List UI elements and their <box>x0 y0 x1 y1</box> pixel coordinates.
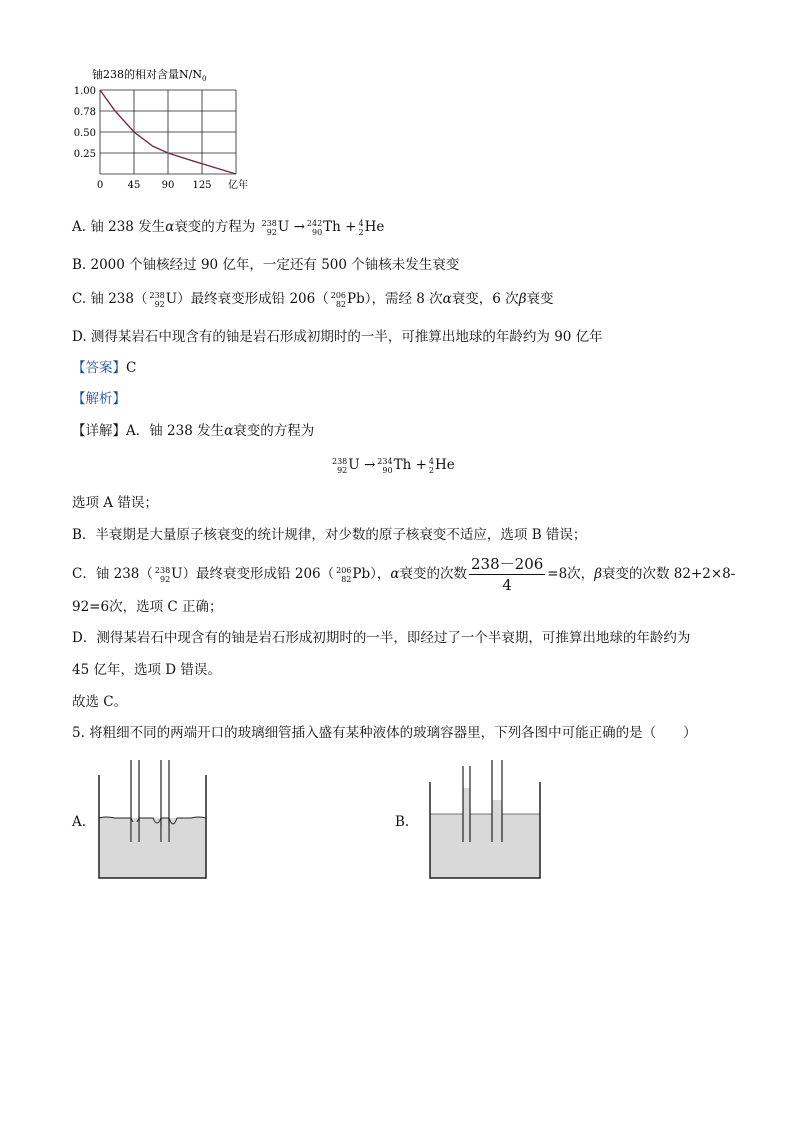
pb-nuclide-indices: 206 82 <box>336 565 352 584</box>
liquid-body <box>430 814 540 878</box>
detail-b: B．半衰期是大量原子核衰变的统计规律，对少数的原子核衰变不适应，选项 B 错误； <box>72 527 587 543</box>
pb-symbol: Pb <box>347 291 365 307</box>
he-nuclide-indices: 4 2 <box>428 456 434 475</box>
x-tick-label: 125 <box>192 180 212 191</box>
tube-wide-liquid <box>132 822 139 842</box>
pb-symbol: Pb <box>352 566 371 582</box>
fraction-numerator: 238－206 <box>471 555 544 573</box>
detail-c-text-6: 衰变的次数 82+2×8- <box>602 566 736 582</box>
option-a-prefix: A. 铀 238 发生 <box>72 219 166 235</box>
u-symbol: U <box>348 457 360 473</box>
decay-chart <box>60 60 300 200</box>
detail-d-line-2: 45 亿年，选项 D 错误。 <box>72 662 221 678</box>
detail-a-wrong: 选项 A 错误； <box>72 495 158 511</box>
chart-title: 铀238的相对含量$N/N_0$ <box>92 68 207 83</box>
x-tick-label: 0 <box>96 180 104 191</box>
th-symbol: Th <box>323 219 341 235</box>
fraction-denominator: 4 <box>502 576 512 594</box>
option-a <box>72 218 384 237</box>
option-c-text-1: C. 铀 238（ <box>72 291 148 307</box>
arrow: → <box>293 219 305 235</box>
plus: + <box>415 457 427 473</box>
y-tick-label: 0.50 <box>73 128 96 139</box>
answer-line <box>72 359 136 377</box>
option-c-text-2: ）最终衰变形成铅 206（ <box>177 291 329 307</box>
he-nuclide-indices: 4 2 <box>358 218 364 237</box>
detail-c-text-5: =8次， <box>547 566 595 582</box>
option-c-text-5: 衰变 <box>526 291 554 307</box>
analysis-label: 【解析】 <box>72 391 126 407</box>
detail-a-text-2: 衰变的方程为 <box>233 423 315 439</box>
u-symbol: U <box>277 219 290 235</box>
detail-c-text-1: C．铀 238（ <box>72 566 153 582</box>
option-c <box>72 290 554 309</box>
th-symbol: Th <box>393 457 412 473</box>
u-nuclide-indices: 238 92 <box>154 565 171 584</box>
x-axis-label: 亿年 <box>228 180 248 191</box>
detail-c-line-1 <box>72 552 735 596</box>
question-5-stem: 5. 将粗细不同的两端开口的玻璃细管插入盛有某种液体的玻璃容器里，下列各图中可能正确的是（ ） <box>72 725 697 741</box>
alpha-symbol: α <box>390 566 400 582</box>
decay-equation <box>330 456 455 475</box>
liquid-body <box>99 818 206 878</box>
pb-nuclide-indices: 206 82 <box>330 290 347 309</box>
capillary-figure-a <box>95 760 210 882</box>
arrow: → <box>363 457 376 473</box>
detail-a-text: A．铀 238 发生 <box>126 423 225 439</box>
alpha-symbol: α <box>165 219 175 235</box>
u-nuclide-indices: 238 92 <box>149 290 165 309</box>
option-b-label: B. <box>395 814 410 830</box>
u-symbol: U <box>171 566 183 582</box>
u-symbol: U <box>165 291 178 307</box>
answer-label: 【答案】 <box>72 360 126 376</box>
plus: + <box>345 219 357 235</box>
th-nuclide-indices: 242 90 <box>306 218 323 237</box>
option-a-label: A. <box>72 814 87 830</box>
tube-thin-liquid <box>463 788 470 842</box>
option-d: D. 测得某岩石中现含有的铀是岩石形成初期时的一半，可推算出地球的年龄约为 90 亿年 <box>72 329 603 345</box>
detail-c-text-2: ）最终衰变形成铅 206（ <box>182 566 335 582</box>
x-tick-label: 90 <box>161 180 175 191</box>
u-nuclide-indices: 238 92 <box>332 456 348 475</box>
tube-narrow-liquid <box>162 826 169 842</box>
option-b: B. 2000 个铀核经过 90 亿年，一定还有 500 个铀核未发生衰变 <box>72 257 460 273</box>
option-c-text-3: ），需经 8 次 <box>364 291 443 307</box>
tube-wide-liquid <box>492 800 502 842</box>
conclusion: 故选 C。 <box>72 694 128 710</box>
beta-symbol: β <box>518 291 527 307</box>
decay-chart-svg <box>60 60 300 200</box>
capillary-figure-b <box>428 760 543 882</box>
answer-value: C <box>126 360 137 376</box>
detail-d-line-1: D．测得某岩石中现含有的铀是岩石形成初期时的一半，即经过了一个半衰期，可推算出地球的年龄约为 <box>72 630 691 646</box>
y-tick-label: 1.00 <box>73 86 96 97</box>
y-tick-label: 0.78 <box>73 107 96 118</box>
u-nuclide-indices: 238 92 <box>261 218 277 237</box>
detail-label: 【详解】 <box>72 423 126 439</box>
detail-c-text-3: ）， <box>370 566 391 582</box>
detail-c-text-4: 衰变的次数 <box>399 566 468 582</box>
x-tick-label: 45 <box>127 180 141 191</box>
th-nuclide-indices: 234 90 <box>377 456 393 475</box>
alpha-count-fraction <box>469 554 545 595</box>
he-symbol: He <box>364 219 385 235</box>
alpha-symbol: α <box>224 423 234 439</box>
y-tick-label: 0.25 <box>73 149 96 160</box>
option-a-mid: 衰变的方程为 <box>174 219 256 235</box>
detail-c-line-2: 92=6次，选项 C 正确； <box>72 599 223 615</box>
detail-a-intro <box>72 422 314 440</box>
alpha-symbol: α <box>442 291 452 307</box>
he-symbol: He <box>434 457 455 473</box>
option-c-text-4: 衰变，6 次 <box>451 291 519 307</box>
beta-symbol: β <box>594 566 602 582</box>
